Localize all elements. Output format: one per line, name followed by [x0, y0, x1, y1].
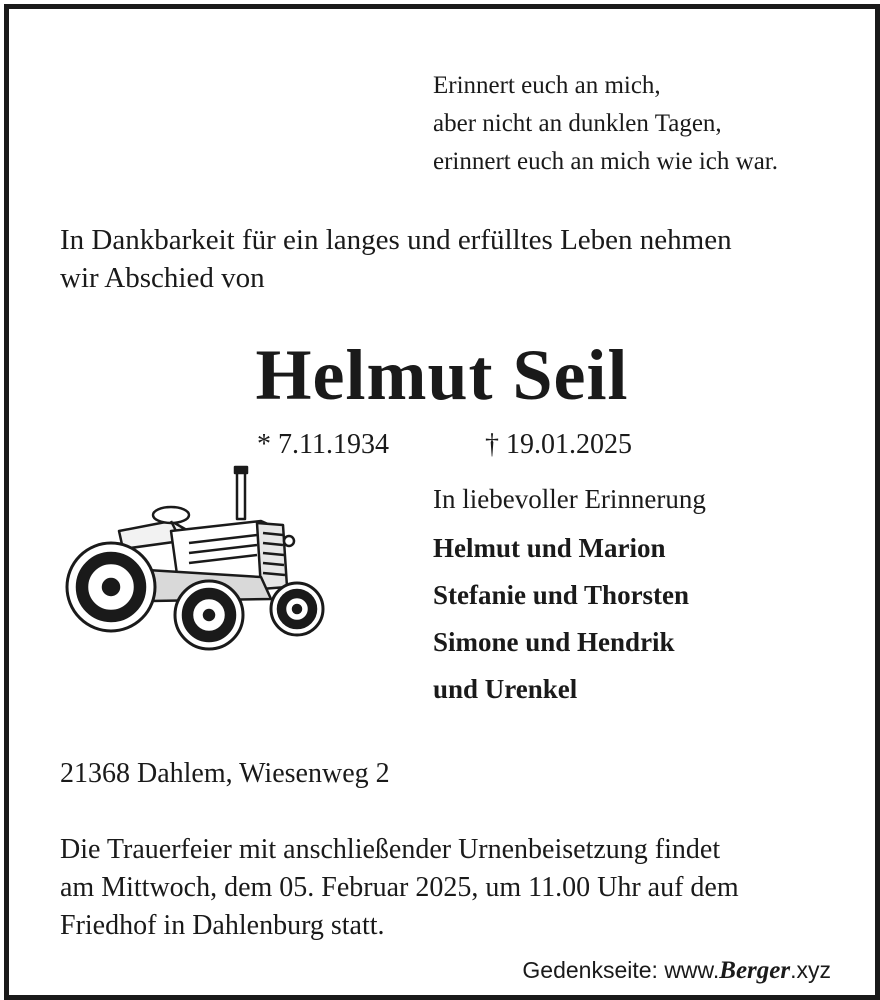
intro-line: wir Abschied von	[60, 262, 265, 294]
ceremony-text	[60, 831, 860, 945]
mourner-name: Helmut und Marion	[433, 533, 666, 563]
memory-heading: In liebevoller Erinnerung	[433, 484, 706, 514]
mourner-name: Simone und Hendrik	[433, 627, 675, 657]
death-date: † 19.01.2025	[485, 429, 632, 460]
mourner-name: und Urenkel	[433, 674, 578, 704]
poem-line: Erinnert euch an mich,	[433, 72, 661, 99]
memorial-link[interactable]	[522, 955, 831, 986]
ceremony-line: am Mittwoch, dem 05. Februar 2025, um 11.00 Uhr auf dem	[60, 872, 739, 903]
poem-line: erinnert euch an mich wie ich war.	[433, 148, 778, 175]
memorial-link-suffix: .xyz	[790, 957, 831, 983]
ceremony-line: Die Trauerfeier mit anschließender Urnenbeisetzung findet	[60, 834, 721, 865]
poem	[433, 67, 778, 181]
tractor-icon	[61, 459, 331, 659]
address: 21368 Dahlem, Wiesenweg 2	[60, 758, 390, 789]
mourner-name: Stefanie und Thorsten	[433, 580, 690, 610]
intro-text	[60, 221, 840, 297]
mourner-list	[433, 525, 689, 713]
memorial-link-brand: Berger	[719, 957, 791, 984]
deceased-name: Helmut Seil	[255, 335, 629, 415]
ceremony-line: Friedhof in Dahlenburg statt.	[60, 910, 385, 941]
obituary-frame	[4, 4, 880, 1000]
memorial-link-prefix: Gedenkseite: www.	[522, 957, 720, 983]
birth-date: * 7.11.1934	[257, 429, 389, 460]
intro-line: In Dankbarkeit für ein langes und erfülltes Leben nehmen	[60, 224, 732, 256]
poem-line: aber nicht an dunklen Tagen,	[433, 110, 722, 137]
